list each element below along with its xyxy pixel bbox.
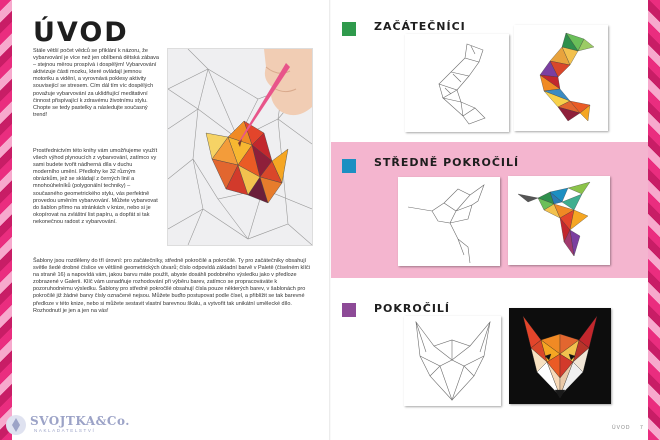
- beginner-title: ZAČÁTEČNÍCI: [374, 20, 466, 33]
- snake-outline-image: [405, 34, 509, 132]
- advanced-colored-thumbnail: [509, 308, 611, 404]
- intermediate-title: STŘEDNĚ POKROČILÍ: [374, 156, 520, 169]
- intro-paragraph-3: Šablony jsou rozděleny do tří úrovní: pro začátečníky, středně pokročilé a pokročilé. Ty pro začátečníky obsahují světle šedé drobné číslice ve většině geometrických útvarů; číslo odpovídá základní barvě v Paletě (číselném klíči na straně 16) a napovídá vám, jakou barvu máte použít, abyste dosáhli podobného výsledku jako v předloze zobrazené v Galerii. Klíč vám usnadňuje rozhodování při výběru barev, zatímco se propracováváte k pozoruhodnému výsledku. Šablony pro středně pokročilé obsahují čísla pouze některých barev, v šablonách pro pokročilé již žádné barvy čísly označené nejsou. Můžete buďto postupovat podle čísel, a přiblížit se tak barevné předloze v této knize, nebo si můžete sestavit vlastní barevnou škálu, a vytvořit tak unikátní umělecké dílo. Rozhodnutí je jen a jen na vás!: [33, 258, 310, 314]
- right-page-edge-pattern: [648, 0, 660, 440]
- footer-section-label: ÚVOD: [612, 425, 631, 431]
- beginner-swatch: [342, 22, 356, 36]
- publisher-tagline: NAKLADATELSTVÍ: [34, 428, 96, 433]
- hummingbird-colored-image: [508, 176, 610, 265]
- intermediate-swatch: [342, 159, 356, 173]
- advanced-swatch: [342, 303, 356, 317]
- fox-colored-image: [509, 308, 611, 404]
- right-page-number: 7: [640, 425, 643, 431]
- beginner-template-thumbnail: [405, 34, 509, 132]
- intro-paragraph-1: Stále větší počet vědců se přiklání k názoru, že vybarvování je více než jen oblíbená dětská zábava – stejnou měrou prospívá i dospělým! Vybarvování aktivizuje části mozku, které ovládají jemnou motoriku a vidění, a vyrovnává poklesy aktivity související se stresem. Cím dál tím víc dospělých považuje vybarvování za uklidňující meditativní činnost přispívající k zdravému životnímu stylu. Chopte se tedy pastelky a následujte současný trend!: [33, 48, 159, 118]
- publisher-name: SVOJTKA&Co.: [30, 414, 130, 428]
- coloring-photo-illustration: [168, 49, 312, 245]
- fox-outline-image: [404, 316, 501, 406]
- intermediate-template-thumbnail: [398, 177, 500, 266]
- advanced-template-thumbnail: [404, 316, 501, 406]
- advanced-title: POKROČILÍ: [374, 302, 451, 315]
- intermediate-colored-thumbnail: [508, 176, 610, 265]
- snake-colored-image: [514, 25, 608, 131]
- beginner-colored-thumbnail: [514, 25, 608, 131]
- page-title: ÚVOD: [33, 17, 129, 48]
- coloring-photo: [167, 48, 313, 246]
- left-page-edge-pattern: [0, 0, 12, 440]
- intro-paragraph-2: Prostřednictvím této knihy vám umožňujeme využít všech výhod plynoucích z vybarvování, zatímco vy sami budete tvořit nádherná díla v duchu moderního umění. Předlohy ke 32 různým obrázkům, jež se skládají z černých linií a mnohoúhelníků (polygonální techniky) – současného geometrického stylu, vás perfektně provedou uměním vybarvování. Můžete vybarvovat do šablon přímo na stránkách v knize, nebo si je okopírovat na zvláštní list papíru, a dopřát si tak nekonečnou radost z vybarvování.: [33, 148, 158, 225]
- hummingbird-outline-image: [398, 177, 500, 266]
